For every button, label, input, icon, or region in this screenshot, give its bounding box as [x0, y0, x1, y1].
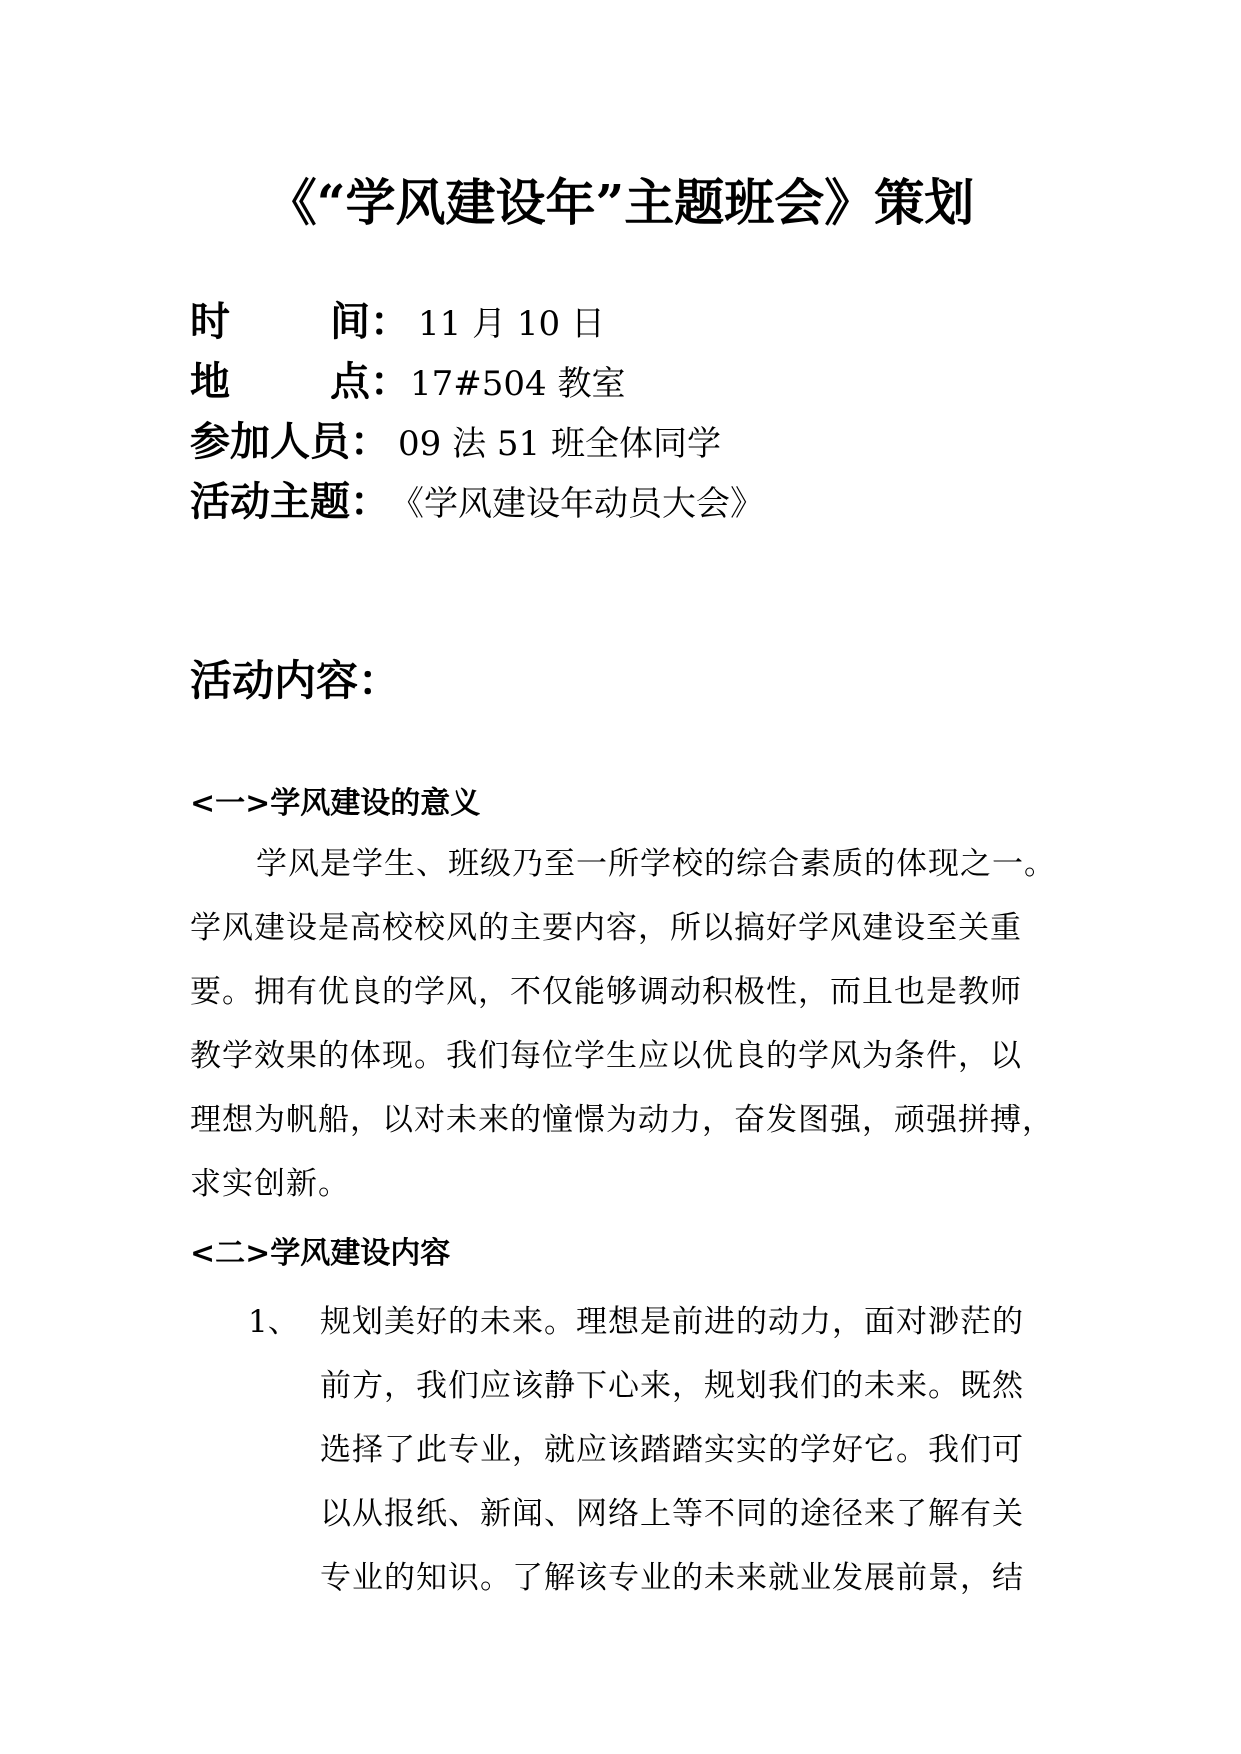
- time-label: 时 间: [190, 298, 370, 345]
- participants-label: 参加人员: [190, 418, 350, 465]
- list-item-line: 专业的知识。了解该专业的未来就业发展前景，结: [320, 1560, 1024, 1596]
- list-item-line: 以从报纸、新闻、网络上等不同的途径来了解有关: [320, 1496, 1024, 1532]
- content-heading: 活动内容：: [190, 656, 401, 705]
- list-item-line: 前方，我们应该静下心来，规划我们的未来。既然: [320, 1368, 1024, 1404]
- time-value: 11 月 10 日: [418, 304, 605, 344]
- section1-line: 求实创新。: [190, 1166, 350, 1202]
- section1-line: 理想为帆船，以对未来的憧憬为动力，奋发图强，顽强拼搏，: [190, 1102, 1054, 1138]
- section1-line: 学风建设是高校校风的主要内容，所以搞好学风建设至关重: [190, 910, 1022, 946]
- list-item-line: 选择了此专业，就应该踏踏实实的学好它。我们可: [320, 1432, 1024, 1468]
- place-colon: ：: [370, 358, 410, 405]
- participants-colon: ：: [350, 418, 390, 465]
- place-label: 地 点: [190, 358, 370, 405]
- section1-line: 教学效果的体现。我们每位学生应以优良的学风为条件，以: [190, 1038, 1022, 1074]
- info-row-participants: [190, 410, 721, 466]
- info-row-theme: [190, 470, 764, 526]
- section2-heading: <二>学风建设内容: [190, 1236, 451, 1271]
- info-row-time: [190, 290, 605, 346]
- info-row-place: [190, 350, 625, 406]
- list-item-line: 规划美好的未来。理想是前进的动力，面对渺茫的: [320, 1304, 1024, 1340]
- list-item-number: 1、: [248, 1304, 299, 1340]
- section1-line: 学风是学生、班级乃至一所学校的综合素质的体现之一。: [256, 846, 1056, 882]
- time-colon: ：: [370, 298, 410, 345]
- place-value: 17#504 教室: [410, 364, 626, 404]
- section1-heading: <一>学风建设的意义: [190, 786, 481, 821]
- theme-value: 《学风建设年动员大会》: [390, 484, 764, 524]
- section1-line: 要。拥有优良的学风，不仅能够调动积极性，而且也是教师: [190, 974, 1022, 1010]
- document-title: 《“学风建设年”主题班会》策划: [266, 173, 975, 232]
- theme-label: 活动主题: [190, 478, 350, 525]
- participants-value: 09 法 51 班全体同学: [398, 424, 721, 464]
- theme-colon: ：: [350, 478, 390, 525]
